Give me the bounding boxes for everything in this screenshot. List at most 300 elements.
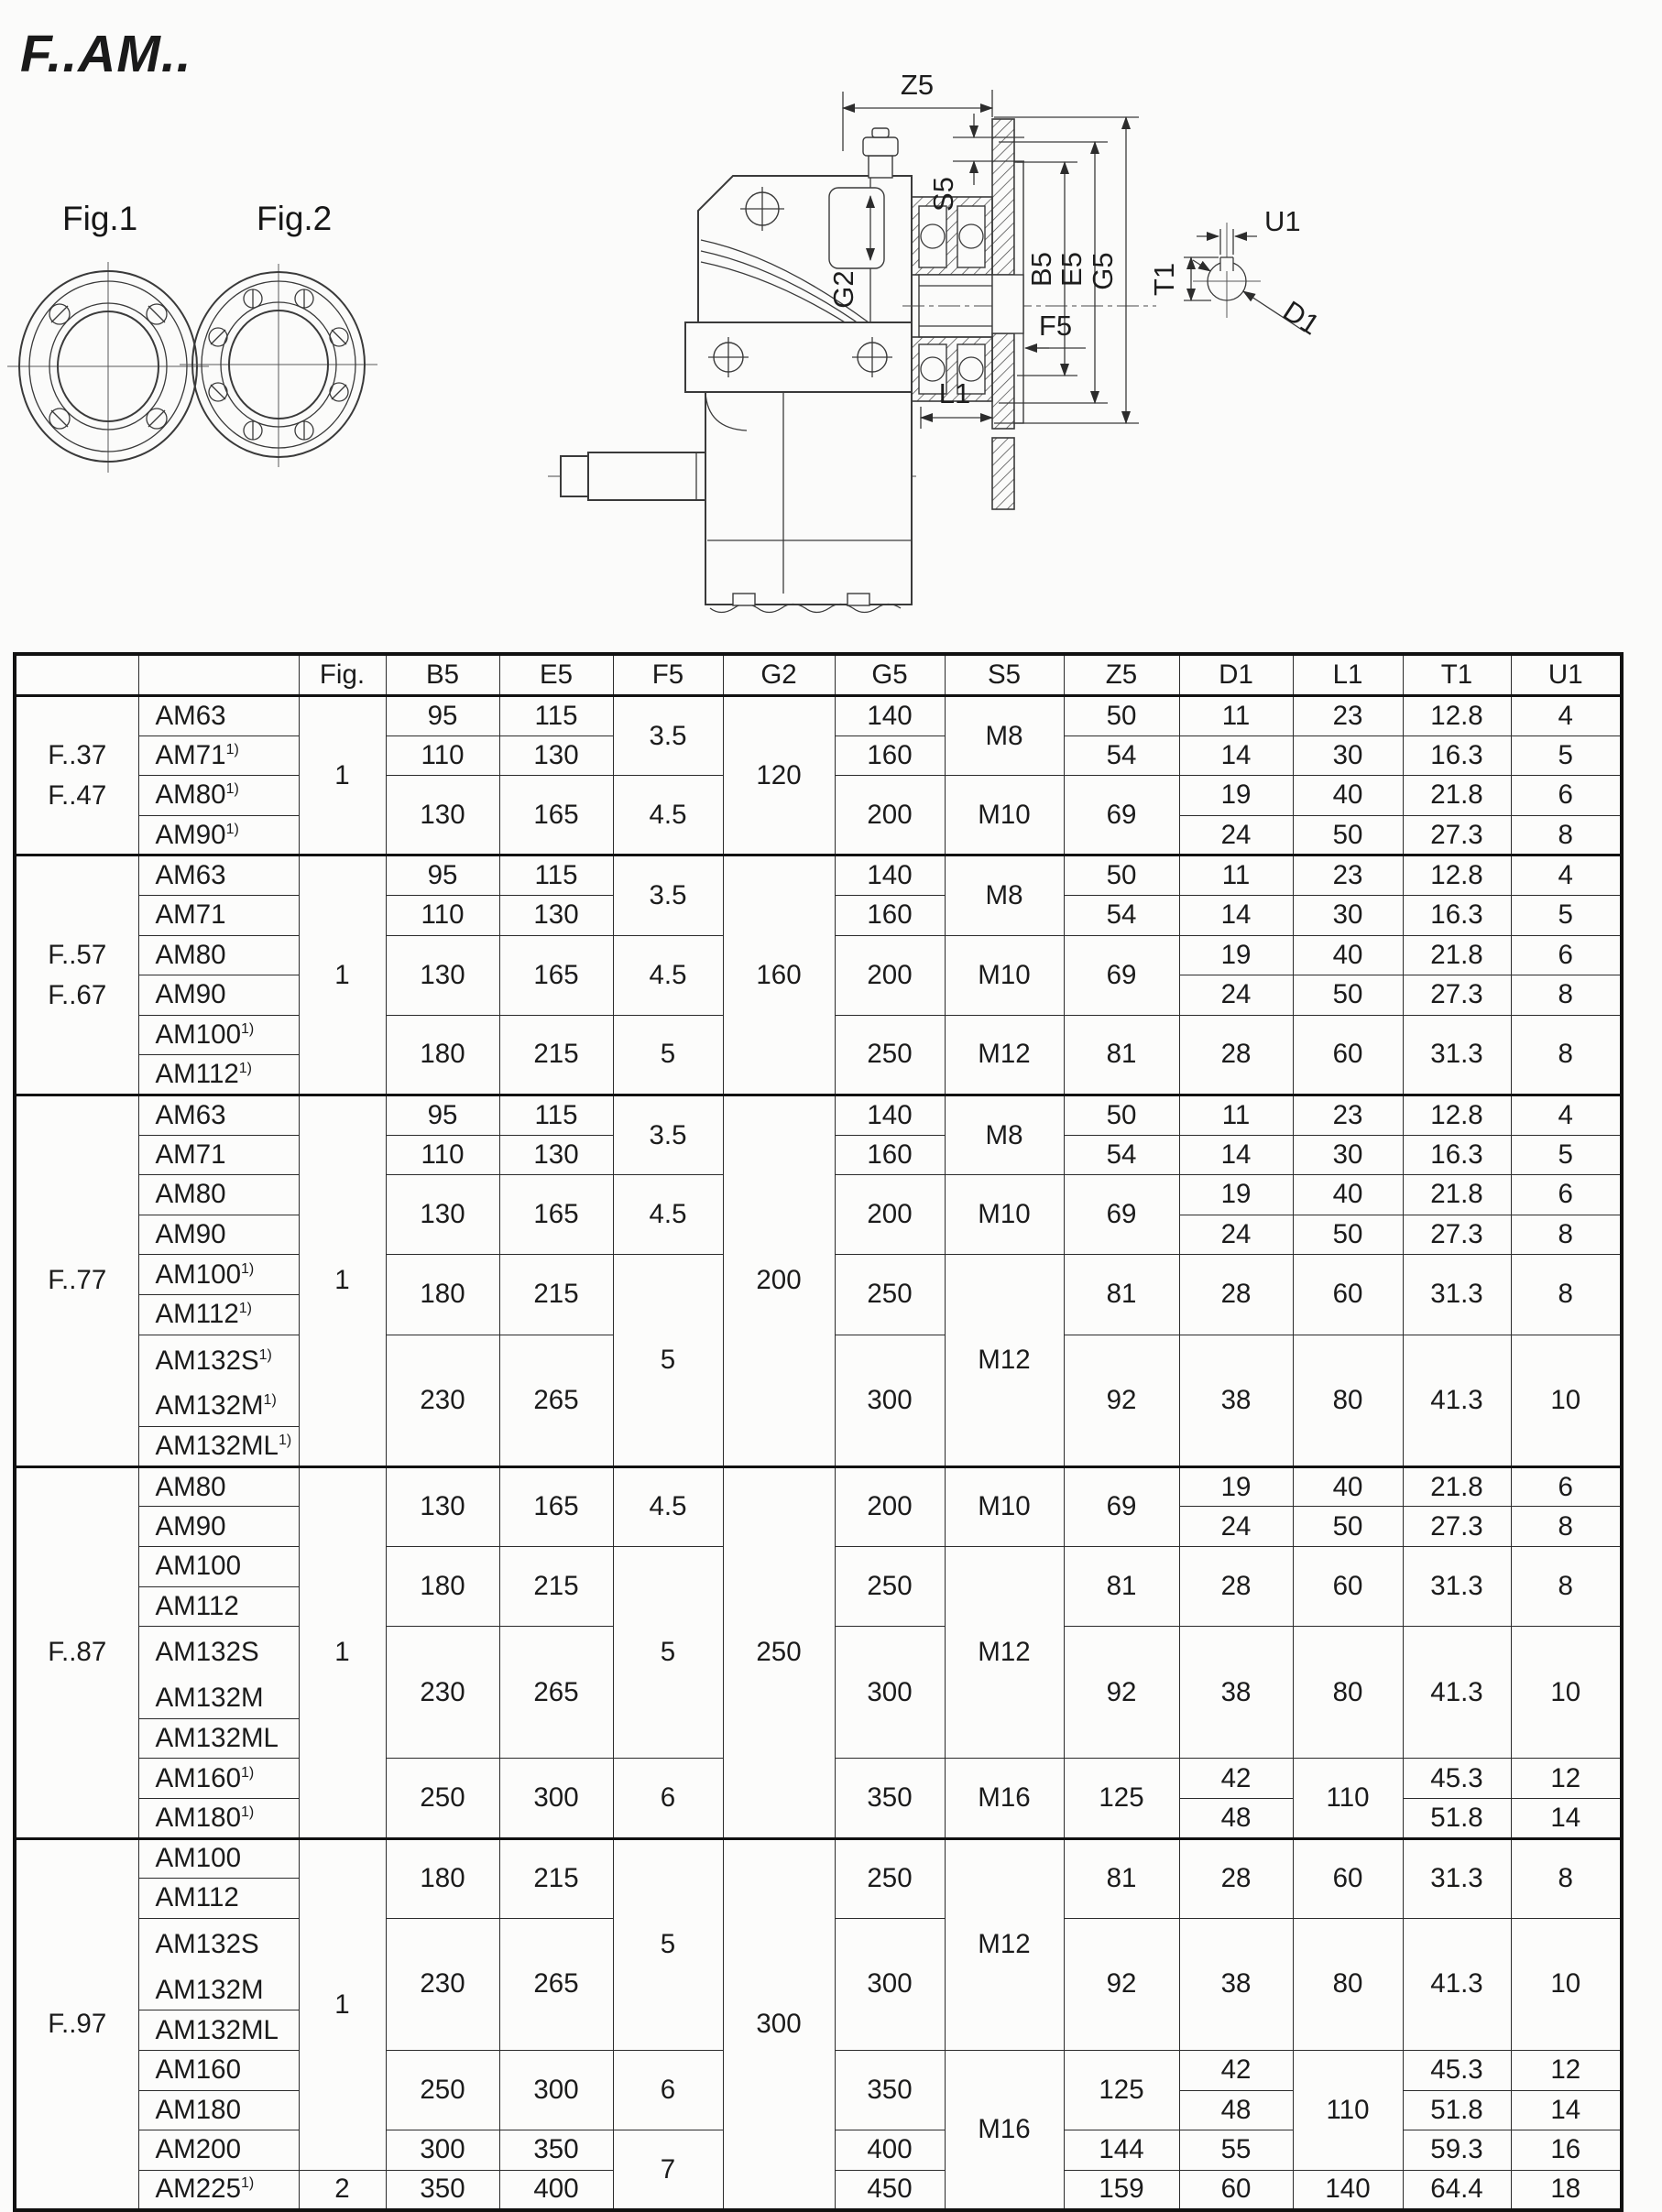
cell-motor: AM132ML: [138, 2010, 299, 2051]
cell-l1: 40: [1293, 1466, 1403, 1507]
cell-u1: 8: [1511, 1507, 1622, 1547]
fig1-flange-view: [7, 262, 209, 473]
cell-b5: 110: [386, 895, 499, 935]
cell-z5: 81: [1064, 1838, 1179, 1918]
cell-motor: AM180: [138, 2090, 299, 2130]
cell-g5: 140: [835, 696, 945, 736]
cell-b5: 180: [386, 1838, 499, 1918]
cell-g2: 250: [723, 1466, 835, 1838]
table-row: [15, 1466, 1622, 1507]
cell-l1: 60: [1293, 1255, 1403, 1335]
keyway: [1220, 257, 1233, 271]
cell-z5: 54: [1064, 895, 1179, 935]
cell-motor: AM63: [138, 1095, 299, 1135]
cell-u1: 8: [1511, 1546, 1622, 1626]
cell-g5: 200: [835, 935, 945, 1015]
cell-d1: 14: [1179, 1135, 1293, 1175]
cell-d1: 38: [1179, 1335, 1293, 1466]
cell-g2: 160: [723, 855, 835, 1095]
col-header-motor: [138, 654, 299, 696]
cell-t1: 27.3: [1403, 975, 1511, 1016]
cell-s5: M16: [945, 2051, 1064, 2210]
cell-e5: 215: [499, 1015, 613, 1095]
cell-b5: 250: [386, 2051, 499, 2130]
cell-d1: 11: [1179, 1095, 1293, 1135]
cell-z5: 159: [1064, 2170, 1179, 2210]
cell-z5: 81: [1064, 1015, 1179, 1095]
cell-z5: 144: [1064, 2130, 1179, 2171]
cell-motor: AM80: [138, 1175, 299, 1215]
cell-u1: 14: [1511, 2090, 1622, 2130]
cell-z5: 69: [1064, 935, 1179, 1015]
cell-z5: 69: [1064, 1175, 1179, 1255]
cell-t1: 16.3: [1403, 895, 1511, 935]
cell-motor: AM80$^{1)}$: [138, 776, 299, 816]
cell-t1: 21.8: [1403, 935, 1511, 975]
cell-b5: 230: [386, 1335, 499, 1466]
cell-t1: 27.3: [1403, 1507, 1511, 1547]
cell-motor: AM71: [138, 895, 299, 935]
cell-g5: 300: [835, 1627, 945, 1759]
cell-t1: 21.8: [1403, 776, 1511, 816]
col-header-g2: G2: [723, 654, 835, 696]
cell-d1: 24: [1179, 815, 1293, 855]
cell-s5: M10: [945, 1466, 1064, 1546]
cell-t1: 45.3: [1403, 1759, 1511, 1799]
output-shaft: [588, 452, 710, 500]
table-row: [15, 1095, 1622, 1135]
cell-fig: 1: [299, 1838, 386, 2170]
cell-e5: 265: [499, 1627, 613, 1759]
cell-u1: 4: [1511, 1095, 1622, 1135]
cell-t1: 31.3: [1403, 1015, 1511, 1095]
cell-d1: 19: [1179, 776, 1293, 816]
cell-u1: 16: [1511, 2130, 1622, 2171]
cell-motor: AM132ML: [138, 1718, 299, 1759]
cell-d1: 19: [1179, 935, 1293, 975]
cell-u1: 12: [1511, 1759, 1622, 1799]
cell-d1: 38: [1179, 1918, 1293, 2050]
cell-t1: 16.3: [1403, 1135, 1511, 1175]
cell-d1: 42: [1179, 1759, 1293, 1799]
cell-z5: 125: [1064, 2051, 1179, 2130]
cell-b5: 110: [386, 1135, 499, 1175]
dim-f5: F5: [1038, 310, 1073, 342]
cell-t1: 45.3: [1403, 2051, 1511, 2091]
cell-z5: 81: [1064, 1255, 1179, 1335]
cell-t1: 51.8: [1403, 1798, 1511, 1838]
cell-u1: 8: [1511, 975, 1622, 1016]
cell-g5: 350: [835, 2051, 945, 2130]
cell-g5: 160: [835, 1135, 945, 1175]
output-flange: [992, 119, 1023, 509]
cell-t1: 41.3: [1403, 1627, 1511, 1759]
cell-z5: 50: [1064, 855, 1179, 896]
cell-d1: 14: [1179, 736, 1293, 776]
cell-z5: 92: [1064, 1627, 1179, 1759]
header-row: [15, 654, 1622, 696]
cell-u1: 18: [1511, 2170, 1622, 2210]
cell-u1: 6: [1511, 1466, 1622, 1507]
group-label: F..87: [15, 1466, 138, 1838]
cell-u1: 5: [1511, 736, 1622, 776]
cell-e5: 350: [499, 2130, 613, 2171]
cell-l1: 60: [1293, 1546, 1403, 1626]
cell-e5: 130: [499, 736, 613, 776]
cell-l1: 50: [1293, 1507, 1403, 1547]
cell-motor: AM180$^{1)}$: [138, 1798, 299, 1838]
cell-u1: 4: [1511, 696, 1622, 736]
cell-u1: 5: [1511, 1135, 1622, 1175]
cell-l1: 50: [1293, 1215, 1403, 1255]
dim-u1: U1: [1264, 205, 1301, 237]
bearing-assembly: [902, 197, 1156, 401]
cell-b5: 230: [386, 1918, 499, 2050]
cell-e5: 165: [499, 1466, 613, 1546]
cell-b5: 95: [386, 855, 499, 896]
dim-b5: B5: [1025, 252, 1057, 287]
cell-s5: M12: [945, 1546, 1064, 1758]
col-header-e5: E5: [499, 654, 613, 696]
col-header-d1: D1: [1179, 654, 1293, 696]
cell-g2: 300: [723, 1838, 835, 2210]
cell-e5: 300: [499, 1759, 613, 1838]
cell-u1: 12: [1511, 2051, 1622, 2091]
cell-l1: 40: [1293, 1175, 1403, 1215]
cell-motor: AM132ML$^{1)}$: [138, 1427, 299, 1467]
cell-e5: 115: [499, 1095, 613, 1135]
cell-f5: 6: [613, 2051, 723, 2130]
cell-motor: AM80: [138, 935, 299, 975]
cell-d1: 55: [1179, 2130, 1293, 2171]
cell-t1: 21.8: [1403, 1466, 1511, 1507]
cell-e5: 215: [499, 1546, 613, 1626]
cell-d1: 38: [1179, 1627, 1293, 1759]
cell-u1: 8: [1511, 815, 1622, 855]
cell-u1: 14: [1511, 1798, 1622, 1838]
cell-t1: 51.8: [1403, 2090, 1511, 2130]
cell-d1: 48: [1179, 2090, 1293, 2130]
cell-b5: 110: [386, 736, 499, 776]
cell-g5: 200: [835, 1466, 945, 1546]
cell-d1: 48: [1179, 1798, 1293, 1838]
col-header-group: [15, 654, 138, 696]
cell-g5: 250: [835, 1838, 945, 1918]
dimension-table: [13, 652, 1624, 2212]
cell-b5: 350: [386, 2170, 499, 2210]
cell-s5: M10: [945, 776, 1064, 855]
cell-g5: 160: [835, 895, 945, 935]
cell-motor-merged: $AM132S^{1)}$ $AM132M^{1)}$: [138, 1335, 299, 1427]
cell-d1: 28: [1179, 1255, 1293, 1335]
cell-motor: AM63: [138, 696, 299, 736]
col-header-fig: Fig.: [299, 654, 386, 696]
cell-l1: 40: [1293, 776, 1403, 816]
cell-z5: 69: [1064, 776, 1179, 855]
cell-b5: 95: [386, 696, 499, 736]
table-row: [15, 855, 1622, 896]
cell-motor: AM112$^{1)}$: [138, 1055, 299, 1095]
cell-t1: 12.8: [1403, 696, 1511, 736]
cell-f5: 3.5: [613, 696, 723, 776]
cell-motor-merged: AM132S AM132M: [138, 1627, 299, 1719]
cell-z5: 92: [1064, 1335, 1179, 1466]
cell-e5: 265: [499, 1335, 613, 1466]
cell-u1: 6: [1511, 935, 1622, 975]
cell-l1: 23: [1293, 855, 1403, 896]
cell-l1: 23: [1293, 696, 1403, 736]
cell-l1: 110: [1293, 1759, 1403, 1838]
cell-l1: 50: [1293, 815, 1403, 855]
cell-f5: 5: [613, 1838, 723, 2050]
cell-u1: 6: [1511, 1175, 1622, 1215]
col-header-l1: L1: [1293, 654, 1403, 696]
cell-d1: 42: [1179, 2051, 1293, 2091]
col-header-z5: Z5: [1064, 654, 1179, 696]
cell-t1: 12.8: [1403, 1095, 1511, 1135]
cell-g5: 250: [835, 1015, 945, 1095]
cell-f5: 7: [613, 2130, 723, 2210]
cell-fig: 1: [299, 855, 386, 1095]
cell-l1: 80: [1293, 1335, 1403, 1466]
cell-g5: 250: [835, 1546, 945, 1626]
cell-u1: 8: [1511, 1255, 1622, 1335]
cell-motor: AM225$^{1)}$: [138, 2170, 299, 2210]
cell-motor: AM90: [138, 975, 299, 1016]
cell-d1: 11: [1179, 855, 1293, 896]
cell-l1: 23: [1293, 1095, 1403, 1135]
cell-motor: AM63: [138, 855, 299, 896]
cell-e5: 130: [499, 1135, 613, 1175]
cell-l1: 60: [1293, 1015, 1403, 1095]
page-title: F..AM..: [20, 25, 192, 83]
fig1-label: Fig.1: [62, 200, 138, 237]
cell-l1: 110: [1293, 2051, 1403, 2171]
cell-fig: 1: [299, 1095, 386, 1466]
cell-z5: 50: [1064, 696, 1179, 736]
fig2-label: Fig.2: [257, 200, 333, 237]
cell-u1: 8: [1511, 1838, 1622, 1918]
cell-l1: 50: [1293, 975, 1403, 1016]
breather-stem: [869, 156, 892, 178]
cell-b5: 180: [386, 1255, 499, 1335]
cell-d1: 19: [1179, 1466, 1293, 1507]
col-header-u1: U1: [1511, 654, 1622, 696]
cell-d1: 28: [1179, 1015, 1293, 1095]
dim-d1: D1: [1277, 294, 1326, 342]
cell-motor: AM112: [138, 1586, 299, 1627]
cell-motor-merged: AM132S AM132M: [138, 1918, 299, 2010]
cell-l1: 30: [1293, 736, 1403, 776]
cell-u1: 5: [1511, 895, 1622, 935]
cell-g5: 350: [835, 1759, 945, 1838]
cell-b5: 180: [386, 1546, 499, 1626]
cell-b5: 300: [386, 2130, 499, 2171]
cell-motor: AM90: [138, 1507, 299, 1547]
cell-l1: 80: [1293, 1918, 1403, 2050]
cell-t1: 31.3: [1403, 1255, 1511, 1335]
cell-s5: M16: [945, 1759, 1064, 1838]
cell-d1: 60: [1179, 2170, 1293, 2210]
cell-s5: M8: [945, 1095, 1064, 1174]
cell-motor: AM160: [138, 2051, 299, 2091]
col-header-t1: T1: [1403, 654, 1511, 696]
cell-l1: 80: [1293, 1627, 1403, 1759]
cell-t1: 31.3: [1403, 1838, 1511, 1918]
cell-z5: 54: [1064, 1135, 1179, 1175]
cell-d1: 28: [1179, 1546, 1293, 1626]
cell-b5: 95: [386, 1095, 499, 1135]
cell-e5: 400: [499, 2170, 613, 2210]
cell-g5: 160: [835, 736, 945, 776]
cell-e5: 130: [499, 895, 613, 935]
cell-s5: M12: [945, 1838, 1064, 2050]
cell-u1: 4: [1511, 855, 1622, 896]
cell-f5: 5: [613, 1015, 723, 1095]
cell-fig: 1: [299, 1466, 386, 1838]
cell-u1: 10: [1511, 1627, 1622, 1759]
cell-motor: AM112: [138, 1879, 299, 1919]
cell-d1: 28: [1179, 1838, 1293, 1918]
dim-t1: T1: [1148, 262, 1180, 297]
col-header-f5: F5: [613, 654, 723, 696]
cell-t1: 59.3: [1403, 2130, 1511, 2171]
cell-motor: AM90: [138, 1215, 299, 1255]
dim-g5: G5: [1087, 252, 1119, 290]
cell-f5: 3.5: [613, 855, 723, 935]
dim-z5: Z5: [900, 69, 935, 101]
shaft-key-detail: [1148, 205, 1325, 341]
cell-b5: 130: [386, 935, 499, 1015]
cell-f5: 4.5: [613, 1175, 723, 1255]
cell-g5: 200: [835, 776, 945, 855]
cell-e5: 215: [499, 1838, 613, 1918]
cell-t1: 12.8: [1403, 855, 1511, 896]
dim-g2: G2: [827, 270, 859, 309]
shaft-end: [561, 456, 588, 496]
cell-f5: 4.5: [613, 776, 723, 855]
cell-g5: 300: [835, 1918, 945, 2050]
cell-f5: 6: [613, 1759, 723, 1838]
cell-d1: 24: [1179, 975, 1293, 1016]
cell-motor: AM100$^{1)}$: [138, 1255, 299, 1295]
cell-e5: 215: [499, 1255, 613, 1335]
cell-d1: 19: [1179, 1175, 1293, 1215]
oil-window: [829, 188, 884, 268]
cell-motor: AM100: [138, 1546, 299, 1586]
cell-motor: AM112$^{1)}$: [138, 1294, 299, 1335]
cell-t1: 41.3: [1403, 1335, 1511, 1466]
fig2-flange-view: [180, 264, 377, 467]
cell-g5: 450: [835, 2170, 945, 2210]
cell-b5: 180: [386, 1015, 499, 1095]
group-label: F..37 F..47: [15, 696, 138, 855]
cell-z5: 92: [1064, 1918, 1179, 2050]
cell-e5: 265: [499, 1918, 613, 2050]
cell-b5: 230: [386, 1627, 499, 1759]
cell-e5: 165: [499, 776, 613, 855]
cell-motor: AM90$^{1)}$: [138, 815, 299, 855]
group-label: F..57 F..67: [15, 855, 138, 1095]
cell-d1: 14: [1179, 895, 1293, 935]
cell-motor: AM200: [138, 2130, 299, 2171]
cell-g5: 400: [835, 2130, 945, 2171]
cell-z5: 50: [1064, 1095, 1179, 1135]
cell-e5: 300: [499, 2051, 613, 2130]
cell-s5: M8: [945, 855, 1064, 935]
cell-e5: 115: [499, 855, 613, 896]
cell-g2: 200: [723, 1095, 835, 1466]
cell-motor: AM80: [138, 1466, 299, 1507]
cell-f5: 3.5: [613, 1095, 723, 1174]
technical-drawing: [0, 0, 1662, 652]
cell-d1: 24: [1179, 1507, 1293, 1547]
cell-motor: AM160$^{1)}$: [138, 1759, 299, 1799]
cell-s5: M8: [945, 696, 1064, 776]
cell-g2: 120: [723, 696, 835, 855]
col-header-s5: S5: [945, 654, 1064, 696]
cell-f5: 5: [613, 1546, 723, 1758]
cell-motor: AM100$^{1)}$: [138, 1015, 299, 1055]
cell-z5: 54: [1064, 736, 1179, 776]
cell-u1: 10: [1511, 1335, 1622, 1466]
cell-f5: 5: [613, 1255, 723, 1466]
cell-l1: 60: [1293, 1838, 1403, 1918]
cell-f5: 4.5: [613, 935, 723, 1015]
table-row: [15, 1838, 1622, 1879]
cell-z5: 81: [1064, 1546, 1179, 1626]
cell-u1: 8: [1511, 1215, 1622, 1255]
cell-z5: 69: [1064, 1466, 1179, 1546]
cell-d1: 11: [1179, 696, 1293, 736]
cell-d1: 24: [1179, 1215, 1293, 1255]
cell-g5: 250: [835, 1255, 945, 1335]
table-row: [15, 696, 1622, 736]
cell-t1: 16.3: [1403, 736, 1511, 776]
cell-e5: 165: [499, 1175, 613, 1255]
cell-fig: 1: [299, 696, 386, 855]
cell-u1: 6: [1511, 776, 1622, 816]
cell-z5: 125: [1064, 1759, 1179, 1838]
dim-s5: S5: [927, 177, 959, 212]
cell-t1: 27.3: [1403, 1215, 1511, 1255]
cell-motor: AM71: [138, 1135, 299, 1175]
cell-t1: 64.4: [1403, 2170, 1511, 2210]
cell-b5: 130: [386, 1175, 499, 1255]
cell-l1: 140: [1293, 2170, 1403, 2210]
group-label: F..97: [15, 1838, 138, 2210]
cell-l1: 40: [1293, 935, 1403, 975]
cell-g5: 140: [835, 1095, 945, 1135]
dim-l1: L1: [938, 377, 971, 409]
cell-s5: M10: [945, 935, 1064, 1015]
cell-u1: 10: [1511, 1918, 1622, 2050]
cell-t1: 31.3: [1403, 1546, 1511, 1626]
cell-motor: AM100: [138, 1838, 299, 1879]
cell-s5: M10: [945, 1175, 1064, 1255]
cell-t1: 41.3: [1403, 1918, 1511, 2050]
cell-t1: 21.8: [1403, 1175, 1511, 1215]
cell-fig: 2: [299, 2170, 386, 2210]
cell-g5: 300: [835, 1335, 945, 1466]
group-label: F..77: [15, 1095, 138, 1466]
cell-l1: 30: [1293, 1135, 1403, 1175]
cell-u1: 8: [1511, 1015, 1622, 1095]
col-header-b5: B5: [386, 654, 499, 696]
breather-cap: [863, 137, 898, 156]
col-header-g5: G5: [835, 654, 945, 696]
cell-s5: M12: [945, 1015, 1064, 1095]
